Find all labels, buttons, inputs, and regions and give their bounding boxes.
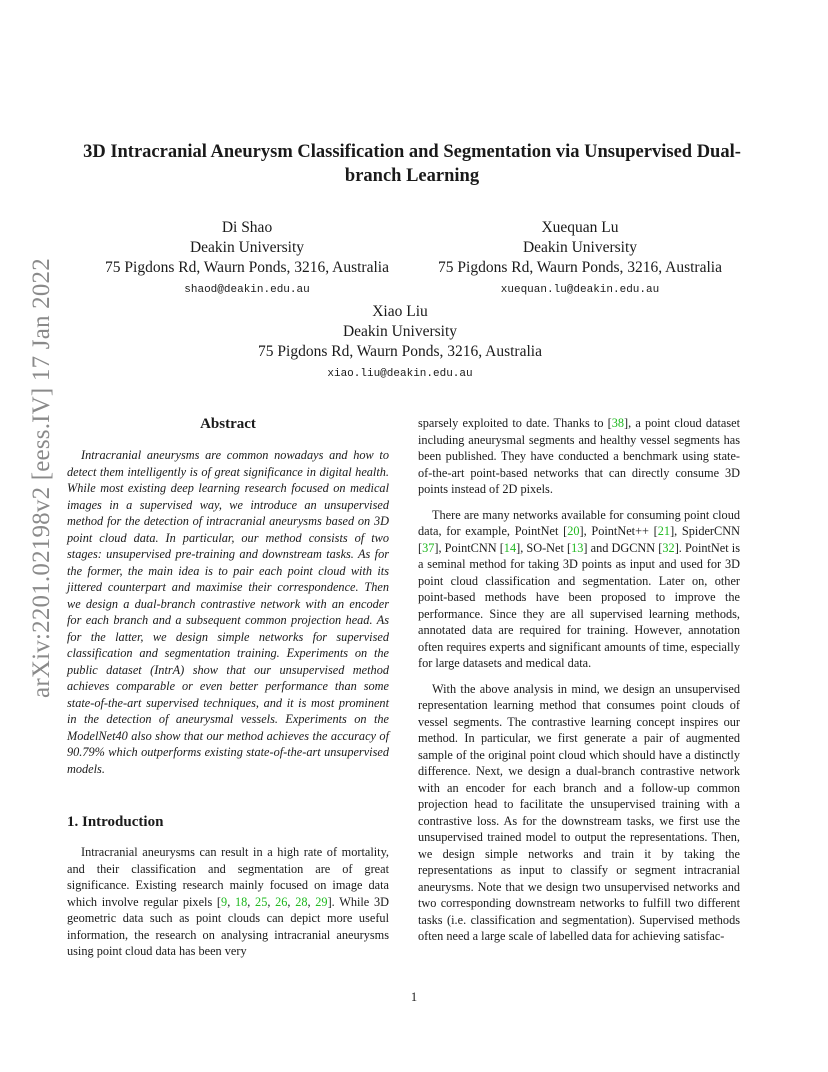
text-run: sparsely exploited to date. Thanks to [ xyxy=(418,416,612,430)
page-number: 1 xyxy=(410,990,418,1004)
author-address: 75 Pigdons Rd, Waurn Ponds, 3216, Australia xyxy=(258,343,542,360)
author-affiliation: Deakin University xyxy=(342,323,458,340)
citation-link[interactable]: 38 xyxy=(611,416,625,430)
intro-paragraph: Intracranial aneurysms can result in a high rate of mortality, and their classification and segmentation are of great significance. Existing research mainly focused on image data which involve regular pixels [9, 18, 25, 26, 28, 29]. While 3D geometric data such as point clouds can depict more useful information, the research on analysing intracranial aneurysms using point cloud data has been very xyxy=(67,845,389,958)
citation-link[interactable]: 14 xyxy=(503,540,517,555)
body-paragraph xyxy=(418,507,740,672)
citation-link[interactable]: 18 xyxy=(234,894,248,909)
body-paragraph: With the above analysis in mind, we design an unsupervised representation learning method that consumes point clouds of vessel segments. The contrastive learning concept inspires our method. In particular, we first generate a pair of augmented sample of the original point cloud which should have a distinctly difference. Next, we design a dual-branch contrastive network with an encoder for each branch and a follow-up common projection head to facilitate the unsupervised training with a contrastive loss. As for the downstream tasks, we first use the unsupervised trained model to output the representations. Then, we design simple networks and train it by taking the representations as input to classify or segment intracranial aneurysms. Note that we design two unsupervised networks and two corresponding downstream networks to fulfill two different tasks (i.e. classification and segmentation). Supervised methods often need a large scale of labelled data for achieving satisfac- xyxy=(418,681,740,943)
author-email[interactable]: xiao.liu@deakin.edu.au xyxy=(327,368,473,380)
left-column xyxy=(67,415,389,969)
author-name: Xiao Liu xyxy=(372,303,428,320)
text-run: ], PointCNN [ xyxy=(434,540,504,555)
body-paragraph xyxy=(418,415,740,498)
section-heading: 1. Introduction xyxy=(67,814,164,830)
right-column xyxy=(418,415,740,954)
citation-link[interactable]: 13 xyxy=(571,540,584,555)
author-affiliation: Deakin University xyxy=(189,239,305,256)
text-run: ], a point cloud dataset including aneurysmal segments and healthy vessel segments has been published. They have conducted a benchmark using state-of-the-art point-based networks that can directly consume 3D points instead of 2D pixels. xyxy=(418,416,740,496)
author-block xyxy=(220,302,580,381)
text-run: ], PointNet++ [ xyxy=(579,524,658,538)
author-address: 75 Pigdons Rd, Waurn Ponds, 3216, Australia xyxy=(438,259,722,276)
citation-link[interactable]: 29 xyxy=(315,894,328,909)
text-run: ]. PointNet is a seminal method for taking 3D points as input and used for 3D point cloud classification and segmentation. Later on, other point-based methods have been proposed to improve the performance. Since they are all supervised learning methods, annotated data are required for training. However, annotation often requires experts and significant amounts of time, especially for large datasets and medical data. xyxy=(418,540,740,670)
text-run: Intracranial aneurysms can result in a high rate of mortality, and their classification and segmentation are of great significance. Existing research mainly focused on image data which involve regular pixels [ xyxy=(67,845,389,909)
citation-link[interactable]: 37 xyxy=(422,540,435,555)
citation-link[interactable]: 9 xyxy=(221,894,228,909)
citation-link[interactable]: 32 xyxy=(662,540,675,555)
citation-link[interactable]: 25 xyxy=(255,894,268,909)
text-run: There are many networks available for consuming point cloud data, for example, PointNet [ xyxy=(418,507,740,538)
citation-link[interactable]: 28 xyxy=(295,894,308,909)
author-name: Xuequan Lu xyxy=(541,219,619,236)
text-run: ]. While 3D geometric data such as point clouds can depict more useful information, the research on analysing intracranial aneurysms using point cloud data has been very xyxy=(67,894,389,958)
text-run: ], SpiderCNN [ xyxy=(418,524,740,555)
arxiv-stamp xyxy=(22,258,62,698)
citation-link[interactable]: 20 xyxy=(567,524,580,538)
arxiv-stamp-text: arXiv:2201.02198v2 [eess.IV] 17 Jan 2022 xyxy=(28,258,55,698)
citation-link[interactable]: 21 xyxy=(657,524,671,538)
citation-link[interactable]: 26 xyxy=(275,894,288,909)
author-name: Di Shao xyxy=(221,219,273,236)
author-block xyxy=(67,218,427,297)
abstract-text: Intracranial aneurysms are common nowadays and how to detect them intelligently is of great significance in digital health. While most existing deep learning research focused on medical images in a supervised way, we introduce an unsupervised method for the detection of intracranial aneurysms based on 3D point cloud data. In particular, our method consists of two stages: unsupervised pre-training and downstream tasks. As for the former, the main idea is to pair each point cloud with its jittered counterpart and maximise their correspondence. Then we design a dual-branch contrastive network with an encoder for each branch and a subsequent common projection head. As for the latter, we design simple networks for supervised classification and segmentation training. Experiments on the public dataset (IntrA) show that our unsupervised method achieves comparable or even better performance than some state-of-the-art supervised techniques, and it is most prominent in the detection of aneurysmal vessels. Experiments on the ModelNet40 also show that our method achieves the accuracy of 90.79% which outperforms existing state-of-the-art unsupervised models. xyxy=(67,448,389,776)
text-run: ], SO-Net [ xyxy=(516,540,572,555)
author-block xyxy=(400,218,760,297)
author-email[interactable]: shaod@deakin.edu.au xyxy=(184,284,310,296)
text-run: ] and DGCNN [ xyxy=(583,540,663,555)
author-email[interactable]: xuequan.lu@deakin.edu.au xyxy=(500,284,660,296)
author-affiliation: Deakin University xyxy=(522,239,638,256)
abstract-heading: Abstract xyxy=(200,416,256,432)
paper-title: 3D Intracranial Aneurysm Classification and Segmentation via Unsupervised Dual-branch Learning xyxy=(83,142,741,186)
author-address: 75 Pigdons Rd, Waurn Ponds, 3216, Australia xyxy=(105,259,389,276)
